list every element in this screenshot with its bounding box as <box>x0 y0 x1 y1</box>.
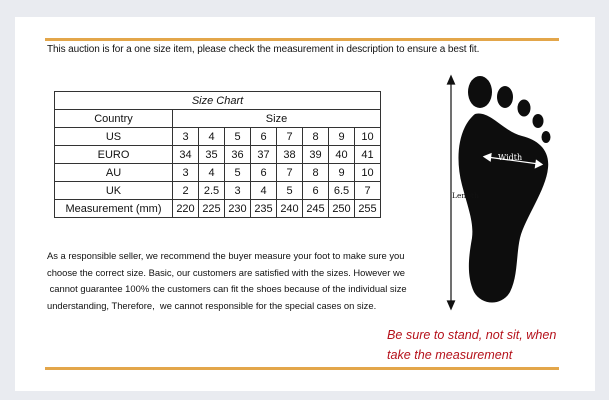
size-cell: 235 <box>251 200 277 218</box>
seller-note-line: choose the correct size. Basic, our customers are satisfied with the sizes. However we <box>47 266 405 278</box>
foot-measurement-diagram <box>438 70 563 315</box>
size-cell: 6 <box>251 164 277 182</box>
seller-note <box>47 248 407 314</box>
advice-line: Be sure to stand, not sit, when <box>387 328 557 342</box>
size-cell: 8 <box>303 164 329 182</box>
country-header: Country <box>55 110 173 128</box>
size-cell: 255 <box>355 200 381 218</box>
bottom-rule <box>45 367 559 370</box>
size-cell: 3 <box>173 164 199 182</box>
size-row <box>55 200 381 218</box>
advice-line: take the measurement <box>387 348 513 362</box>
size-chart-title: Size Chart <box>55 92 381 110</box>
size-row <box>55 128 381 146</box>
seller-note-line: cannot guarantee 100% the customers can fit the shoes because of the individual size <box>47 283 407 294</box>
row-label: UK <box>55 182 173 200</box>
size-cell: 3 <box>225 182 251 200</box>
row-label: US <box>55 128 173 146</box>
size-cell: 37 <box>251 146 277 164</box>
size-cell: 41 <box>355 146 381 164</box>
size-header: Size <box>173 110 381 128</box>
size-cell: 6 <box>251 128 277 146</box>
width-label: Width <box>498 153 523 162</box>
big-toe-icon <box>468 76 492 108</box>
third-toe-icon <box>518 100 531 117</box>
size-cell: 9 <box>329 164 355 182</box>
size-row <box>55 164 381 182</box>
size-cell: 4 <box>251 182 277 200</box>
row-label: Measurement (mm) <box>55 200 173 218</box>
foot-sole-icon <box>458 114 548 303</box>
fourth-toe-icon <box>533 114 544 128</box>
size-cell: 7 <box>277 128 303 146</box>
size-cell: 3 <box>173 128 199 146</box>
size-rows <box>55 128 381 218</box>
size-cell: 35 <box>199 146 225 164</box>
size-cell: 4 <box>199 128 225 146</box>
size-cell: 10 <box>355 164 381 182</box>
size-cell: 220 <box>173 200 199 218</box>
size-cell: 9 <box>329 128 355 146</box>
size-cell: 34 <box>173 146 199 164</box>
measurement-advice <box>387 325 556 365</box>
size-cell: 5 <box>225 164 251 182</box>
size-cell: 4 <box>199 164 225 182</box>
size-cell: 10 <box>355 128 381 146</box>
fit-notice: This auction is for a one size item, please check the measurement in description to ensure a best fit. <box>47 44 480 55</box>
second-toe-icon <box>497 86 513 108</box>
size-chart-table <box>54 91 381 218</box>
size-cell: 240 <box>277 200 303 218</box>
size-cell: 5 <box>225 128 251 146</box>
size-cell: 40 <box>329 146 355 164</box>
size-cell: 225 <box>199 200 225 218</box>
size-cell: 245 <box>303 200 329 218</box>
size-cell: 7 <box>277 164 303 182</box>
little-toe-icon <box>542 131 551 143</box>
size-cell: 8 <box>303 128 329 146</box>
size-row <box>55 146 381 164</box>
length-label: Length <box>452 191 479 200</box>
top-rule <box>45 38 559 41</box>
size-cell: 2 <box>173 182 199 200</box>
size-cell: 6 <box>303 182 329 200</box>
size-cell: 2.5 <box>199 182 225 200</box>
seller-note-line: understanding, Therefore, we cannot responsible for the special cases on size. <box>47 299 377 311</box>
size-cell: 39 <box>303 146 329 164</box>
size-cell: 38 <box>277 146 303 164</box>
size-cell: 250 <box>329 200 355 218</box>
row-label: EURO <box>55 146 173 164</box>
size-cell: 7 <box>355 182 381 200</box>
seller-note-line: As a responsible seller, we recommend the buyer measure your foot to make sure you <box>47 250 405 261</box>
size-cell: 5 <box>277 182 303 200</box>
row-label: AU <box>55 164 173 182</box>
size-cell: 230 <box>225 200 251 218</box>
size-row <box>55 182 381 200</box>
size-cell: 6.5 <box>329 182 355 200</box>
size-cell: 36 <box>225 146 251 164</box>
